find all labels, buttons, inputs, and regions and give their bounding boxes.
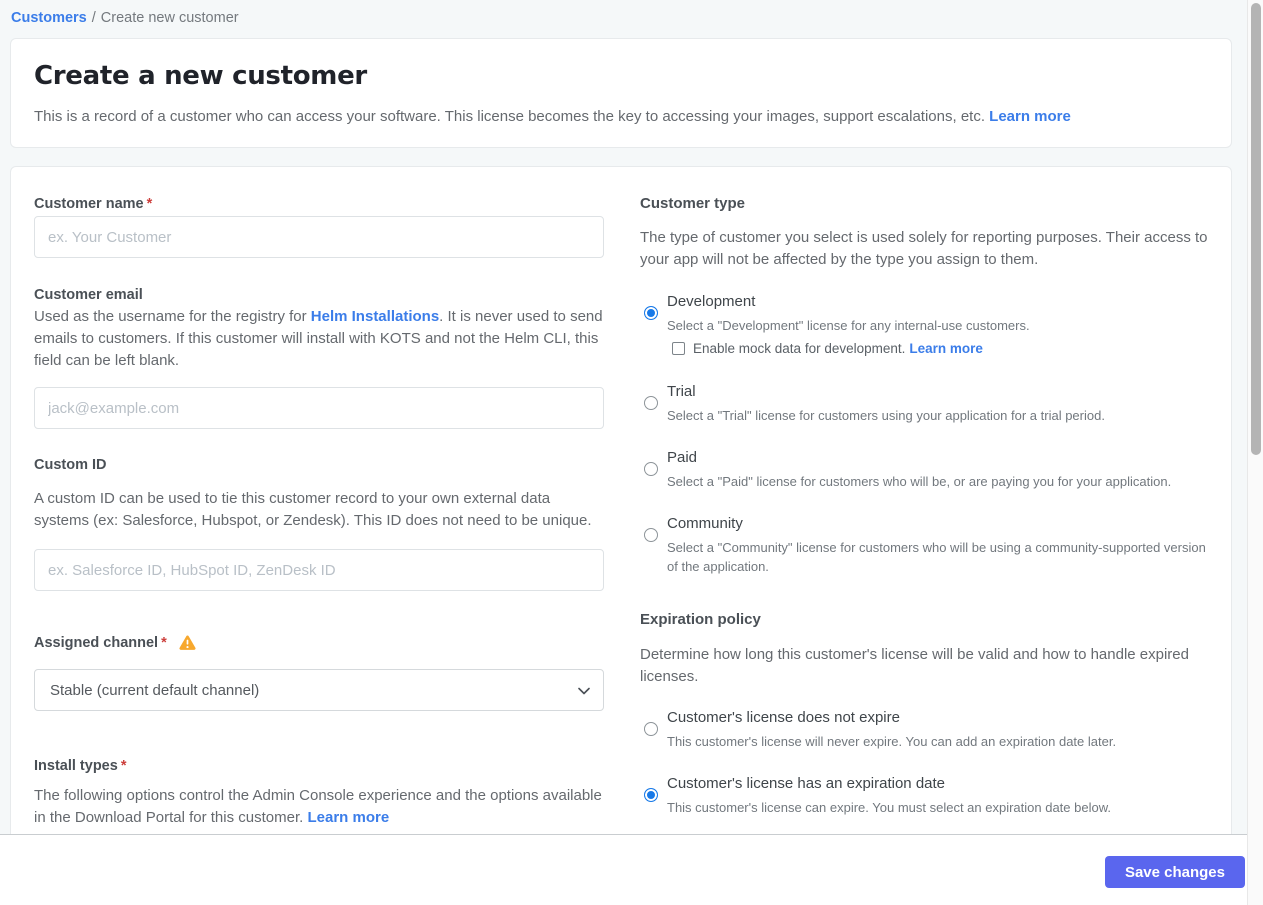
page-scrollbar-track[interactable] xyxy=(1247,0,1263,905)
form-footer-bar xyxy=(0,834,1247,905)
customer-type-description: The type of customer you select is used solely for reporting purposes. Their access to your app will not be affected by the type you assign to them. xyxy=(640,229,1208,268)
form-right-column xyxy=(640,194,1210,885)
install-types-label-text: Install types xyxy=(34,758,118,774)
breadcrumb-current: Create new customer xyxy=(100,10,239,26)
install-types-hint xyxy=(34,785,604,829)
warning-icon xyxy=(179,635,196,656)
header-learn-more-link[interactable]: Learn more xyxy=(989,108,1071,125)
expiration-option-no-expire xyxy=(640,707,1210,751)
has-expiration-radio[interactable] xyxy=(644,788,658,802)
page-header-card xyxy=(10,38,1232,148)
chevron-down-icon xyxy=(578,682,590,699)
development-radio[interactable] xyxy=(644,306,658,320)
mock-data-label: Enable mock data for development. xyxy=(693,341,906,356)
install-types-required-mark: * xyxy=(120,758,127,774)
customer-type-option-development xyxy=(640,291,1210,358)
customer-email-hint xyxy=(34,306,604,372)
development-description: Select a "Development" license for any internal-use customers. xyxy=(667,318,1030,333)
custom-id-input[interactable] xyxy=(34,549,604,591)
customer-name-label xyxy=(34,194,604,214)
customer-email-hint-after: . It is never used to send emails to customers. If this customer will install with KOTS and not the Helm CLI, this field can be left blank. xyxy=(34,308,603,369)
customer-email-input[interactable] xyxy=(34,387,604,429)
custom-id-hint: A custom ID can be used to tie this customer record to your own external data systems (ex: Salesforce, Hubspot, or Zendesk). This ID does not need to be unique. xyxy=(34,490,592,529)
community-title: Community xyxy=(667,515,743,532)
paid-description: Select a "Paid" license for customers who will be, or are paying you for your application. xyxy=(667,474,1172,489)
page-scrollbar-thumb[interactable] xyxy=(1251,3,1261,455)
install-types-label xyxy=(34,756,604,776)
trial-description: Select a "Trial" license for customers using your application for a trial period. xyxy=(667,408,1105,423)
community-description: Select a "Community" license for customers who will be using a community-supported version of the application. xyxy=(667,540,1206,574)
assigned-channel-required-mark: * xyxy=(161,635,167,651)
customer-name-input[interactable] xyxy=(34,216,604,258)
mock-data-checkbox[interactable] xyxy=(672,342,685,355)
customer-email-label: Customer email xyxy=(34,287,143,303)
assigned-channel-label-text: Assigned channel xyxy=(34,635,159,651)
form-left-column xyxy=(34,194,604,885)
expiration-policy-description: Determine how long this customer's license will be valid and how to handle expired licenses. xyxy=(640,646,1189,685)
no-expire-title: Customer's license does not expire xyxy=(667,709,900,726)
customer-name-label-text: Customer name xyxy=(34,196,144,212)
customer-type-heading: Customer type xyxy=(640,195,746,212)
assigned-channel-select[interactable] xyxy=(34,669,604,711)
trial-title: Trial xyxy=(667,383,696,400)
has-expiration-description: This customer's license can expire. You must select an expiration date below. xyxy=(667,800,1111,815)
customer-type-option-trial xyxy=(640,381,1210,425)
expiration-policy-heading: Expiration policy xyxy=(640,611,761,628)
install-types-learn-more-link[interactable]: Learn more xyxy=(307,809,390,826)
customer-email-hint-before: Used as the username for the registry for xyxy=(34,308,311,325)
no-expire-description: This customer's license will never expire. You can add an expiration date later. xyxy=(667,734,1117,749)
breadcrumb-separator: / xyxy=(91,10,96,26)
page-title: Create a new customer xyxy=(34,61,367,91)
install-types-hint-text: The following options control the Admin Console experience and the options available in the Download Portal for this customer. xyxy=(34,787,602,826)
page-description-text: This is a record of a customer who can access your software. This license becomes the key to accessing your images, support escalations, etc. xyxy=(34,108,985,125)
customer-form-card xyxy=(10,166,1232,905)
assigned-channel-selected-value: Stable (current default channel) xyxy=(50,681,260,699)
no-expire-radio[interactable] xyxy=(644,722,658,736)
page-description xyxy=(34,106,1208,127)
custom-id-label: Custom ID xyxy=(34,457,107,473)
customer-name-required-mark: * xyxy=(146,196,153,212)
community-radio[interactable] xyxy=(644,528,658,542)
customer-type-option-paid xyxy=(640,447,1210,491)
customer-type-option-community xyxy=(640,513,1210,576)
mock-data-row xyxy=(667,339,1210,358)
expiration-option-has-date xyxy=(640,773,1210,817)
mock-data-learn-more-link[interactable]: Learn more xyxy=(909,341,983,356)
breadcrumb xyxy=(0,0,1247,26)
assigned-channel-label xyxy=(34,633,604,656)
has-expiration-title: Customer's license has an expiration date xyxy=(667,775,946,792)
helm-installations-link[interactable]: Helm Installations xyxy=(310,308,440,325)
save-changes-button[interactable]: Save changes xyxy=(1105,856,1245,888)
development-title: Development xyxy=(667,293,756,310)
paid-title: Paid xyxy=(667,449,698,466)
breadcrumb-customers-link[interactable]: Customers xyxy=(11,10,87,26)
paid-radio[interactable] xyxy=(644,462,658,476)
trial-radio[interactable] xyxy=(644,396,658,410)
